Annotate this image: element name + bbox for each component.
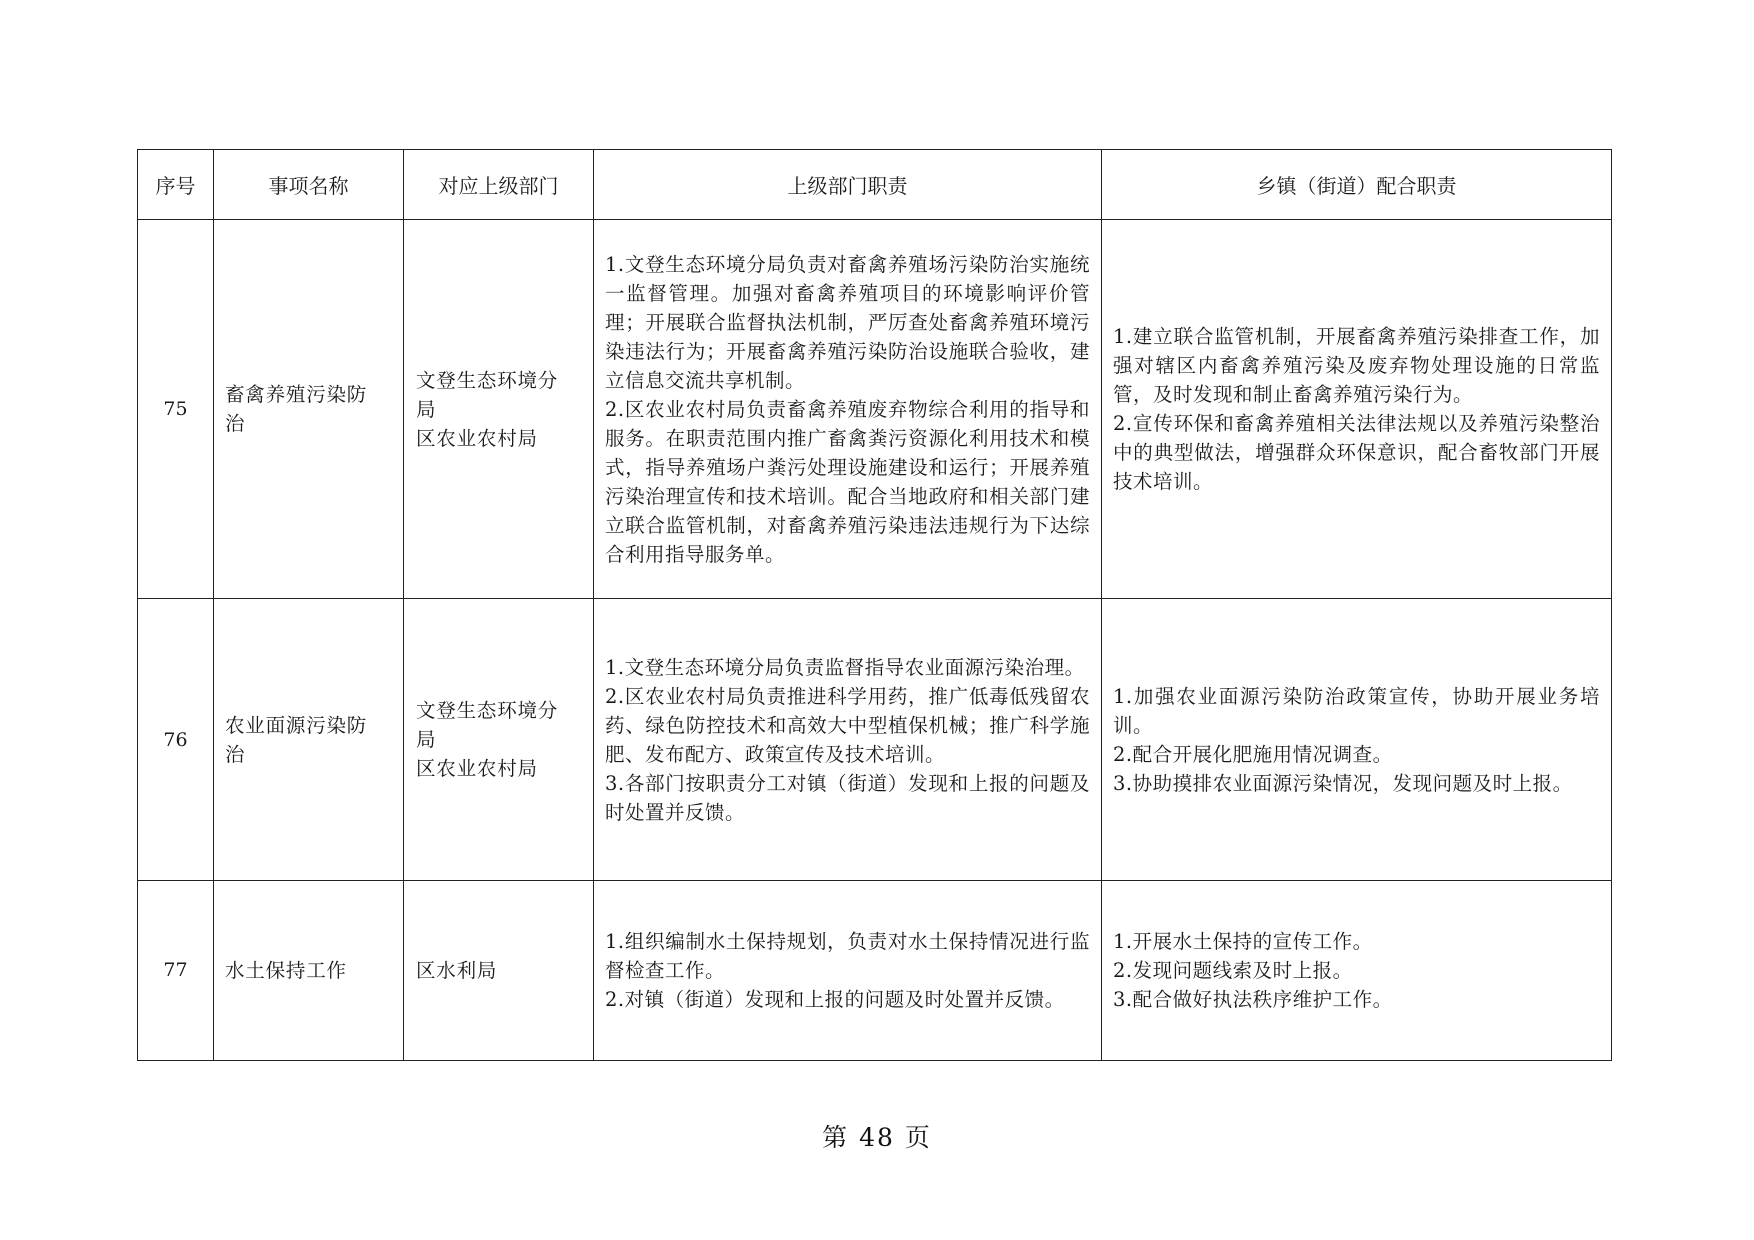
table-row bbox=[138, 220, 1612, 599]
dept-name bbox=[404, 880, 594, 1060]
duty-paragraph: 2.发现问题线索及时上报。 bbox=[1113, 958, 1353, 982]
item-name-line: 治 bbox=[225, 412, 246, 436]
town-duty bbox=[1102, 220, 1612, 599]
upper-duty bbox=[594, 880, 1102, 1060]
duty-paragraph: 2.对镇（街道）发现和上报的问题及时处置并反馈。 bbox=[605, 987, 1065, 1011]
duty-paragraph: 3.协助摸排农业面源污染情况，发现问题及时上报。 bbox=[1113, 771, 1573, 795]
dept-line: 区农业农村局 bbox=[416, 757, 538, 781]
header-upper-duty: 上级部门职责 bbox=[594, 150, 1102, 220]
dept-name bbox=[404, 599, 594, 880]
dept-line: 文登生态环境分 bbox=[416, 368, 559, 392]
row-number: 75 bbox=[138, 220, 214, 599]
header-no: 序号 bbox=[138, 150, 214, 220]
duty-paragraph: 1.文登生态环境分局负责对畜禽养殖场污染防治实施统一监督管理。加强对畜禽养殖项目的环境影响评价管理；开展联合监督执法机制，严厉查处畜禽养殖环境污染违法行为；开展畜禽养殖污染防治设施联合验收，建立信息交流共享机制。 bbox=[605, 252, 1090, 392]
item-name-line: 农业面源污染防 bbox=[225, 713, 368, 737]
dept-line: 区水利局 bbox=[416, 958, 498, 982]
table-row bbox=[138, 880, 1612, 1060]
duty-paragraph: 1.建立联合监管机制，开展畜禽养殖污染排查工作，加强对辖区内畜禽养殖污染及废弃物处理设施的日常监管，及时发现和制止畜禽养殖污染行为。 bbox=[1113, 325, 1600, 407]
item-name bbox=[214, 880, 404, 1060]
town-duty bbox=[1102, 599, 1612, 880]
table-header-row bbox=[138, 150, 1612, 220]
row-number: 76 bbox=[138, 599, 214, 880]
upper-duty bbox=[594, 599, 1102, 880]
duty-paragraph: 2.宣传环保和畜禽养殖相关法律法规以及养殖污染整治中的典型做法，增强群众环保意识，配合畜牧部门开展技术培训。 bbox=[1113, 412, 1600, 494]
item-name bbox=[214, 599, 404, 880]
dept-line: 区农业农村局 bbox=[416, 426, 538, 450]
upper-duty bbox=[594, 220, 1102, 599]
duty-paragraph: 1.加强农业面源污染防治政策宣传，协助开展业务培训。 bbox=[1113, 684, 1600, 737]
duty-paragraph: 2.配合开展化肥施用情况调查。 bbox=[1113, 742, 1393, 766]
dept-name bbox=[404, 220, 594, 599]
header-item: 事项名称 bbox=[214, 150, 404, 220]
item-name-line: 畜禽养殖污染防 bbox=[225, 383, 368, 407]
header-dept: 对应上级部门 bbox=[404, 150, 594, 220]
dept-line: 局 bbox=[416, 728, 437, 752]
duty-paragraph: 3.配合做好执法秩序维护工作。 bbox=[1113, 987, 1393, 1011]
duty-paragraph: 1.开展水土保持的宣传工作。 bbox=[1113, 929, 1373, 953]
duty-table bbox=[137, 149, 1612, 1061]
duty-table-container bbox=[137, 149, 1611, 1061]
table-row bbox=[138, 599, 1612, 880]
page-number: 第 48 页 bbox=[822, 1123, 932, 1152]
item-name bbox=[214, 220, 404, 599]
duty-paragraph: 3.各部门按职责分工对镇（街道）发现和上报的问题及时处置并反馈。 bbox=[605, 771, 1090, 824]
item-name-line: 治 bbox=[225, 742, 246, 766]
header-town-duty: 乡镇（街道）配合职责 bbox=[1102, 150, 1612, 220]
row-number: 77 bbox=[138, 880, 214, 1060]
duty-paragraph: 1.文登生态环境分局负责监督指导农业面源污染治理。 bbox=[605, 655, 1085, 679]
duty-paragraph: 2.区农业农村局负责畜禽养殖废弃物综合利用的指导和服务。在职责范围内推广畜禽粪污资源化利用技术和模式，指导养殖场户粪污处理设施建设和运行；开展养殖污染治理宣传和技术培训。配合当地政府和相关部门建立联合监管机制，对畜禽养殖污染违法违规行为下达综合利用指导服务单。 bbox=[605, 397, 1090, 566]
dept-line: 文登生态环境分 bbox=[416, 699, 559, 723]
duty-paragraph: 2.区农业农村局负责推进科学用药，推广低毒低残留农药、绿色防控技术和高效大中型植保机械；推广科学施肥、发布配方、政策宣传及技术培训。 bbox=[605, 684, 1090, 766]
dept-line: 局 bbox=[416, 397, 437, 421]
town-duty bbox=[1102, 880, 1612, 1060]
duty-paragraph: 1.组织编制水土保持规划，负责对水土保持情况进行监督检查工作。 bbox=[605, 929, 1090, 982]
item-name-line: 水土保持工作 bbox=[225, 958, 347, 982]
